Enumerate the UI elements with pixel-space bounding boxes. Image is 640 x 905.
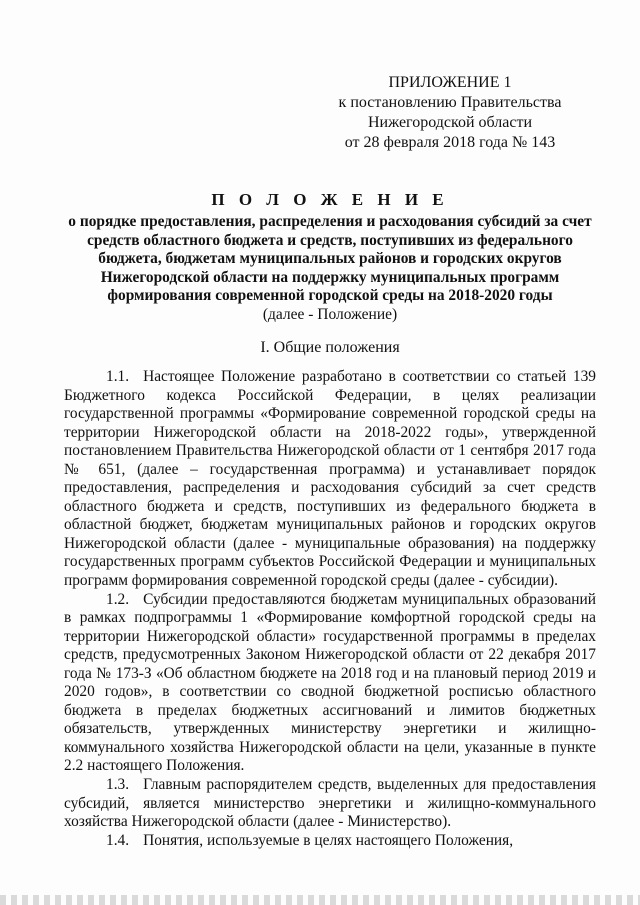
- paragraph-1-2: [64, 591, 596, 776]
- paragraph-number: 1.1.: [106, 368, 130, 385]
- document-subtitle: [58, 213, 602, 324]
- appendix-date-line: от 28 февраля 2018 года № 143: [344, 134, 556, 151]
- section-heading: I. Общие положения: [260, 339, 400, 356]
- subtitle-line: бюджета, бюджетам муниципальных районов и городских округов: [98, 250, 562, 267]
- appendix-region-line: Нижегородской области: [367, 114, 532, 131]
- paragraph-number: 1.3.: [106, 776, 130, 794]
- subtitle-line: о порядке предоставления, распределения и расходования субсидий за счет: [68, 213, 592, 230]
- appendix-label: ПРИЛОЖЕНИЕ 1: [388, 74, 512, 91]
- paragraph-text: Настоящее Положение разработано в соответствии со статьей 139 Бюджетного кодекса Российской Федерации, в целях реализации государственной программы «Формирование современной городской среды на территории Нижегородской области на 2018-2022 годы», утвержденной постановлением Правительства Нижегородской области от 1 сентября 2017 года № 651, (далее – государственная программа) и устанавливает порядок предоставления, распределения и расходования субсидий за счет средств областного бюджета и средств, поступивших из федерального бюджета в областной бюджет, бюджетам муниципальных районов и городских округов Нижегородской области (далее - муниципальные образования) на поддержку государственных программ субъектов Российской Федерации и муниципальных программ формирования современной городской среды (далее - субсидии).: [64, 368, 596, 590]
- appendix-header: [320, 73, 580, 153]
- subtitle-line: Нижегородской области на поддержку муниципальных программ: [100, 268, 560, 286]
- document-title: П О Л О Ж Е Н И Е: [211, 190, 449, 209]
- document-body: [64, 368, 596, 850]
- paragraph-1-1: [64, 368, 596, 591]
- paragraph-text: Понятия, используемые в целях настоящего Положения,: [143, 831, 514, 849]
- subtitle-note: (далее - Положение): [262, 305, 398, 323]
- paragraph-1-4: [64, 832, 596, 851]
- paragraph-text: Субсидии предоставляются бюджетам муниципальных образований в рамках подпрограммы 1 «Формирование комфортной городской среды на территории Нижегородской области» государственной программы в пределах средств, предусмотренных Законом Нижегородской области от 22 декабря 2017 года № 173-З «Об областном бюджете на 2018 год и на плановый период 2019 и 2020 годов», в соответствии со сводной бюджетной росписью областного бюджета в пределах бюджетных ассигнований и лимитов бюджетных обязательств, утвержденных министерству энергетики и жилищно-коммунального хозяйства Нижегородской области на цели, указанные в пункте 2.2 настоящего Положения.: [64, 590, 596, 775]
- paragraph-1-3: [64, 776, 596, 832]
- paragraph-number: 1.2.: [106, 590, 130, 608]
- appendix-resolution-line: к постановлению Правительства: [338, 94, 562, 111]
- scan-bottom-edge: [0, 895, 640, 905]
- subtitle-line: формирования современной городской среды на 2018-2020 годы: [107, 287, 553, 304]
- paragraph-number: 1.4.: [106, 831, 130, 849]
- subtitle-line: средств областного бюджета и средств, поступивших из федерального: [87, 231, 573, 249]
- paragraph-text: Главным распорядителем средств, выделенных для предоставления субсидий, является министерство энергетики и жилищно-коммунального хозяйства Нижегородской области (далее - Министерство).: [64, 776, 596, 831]
